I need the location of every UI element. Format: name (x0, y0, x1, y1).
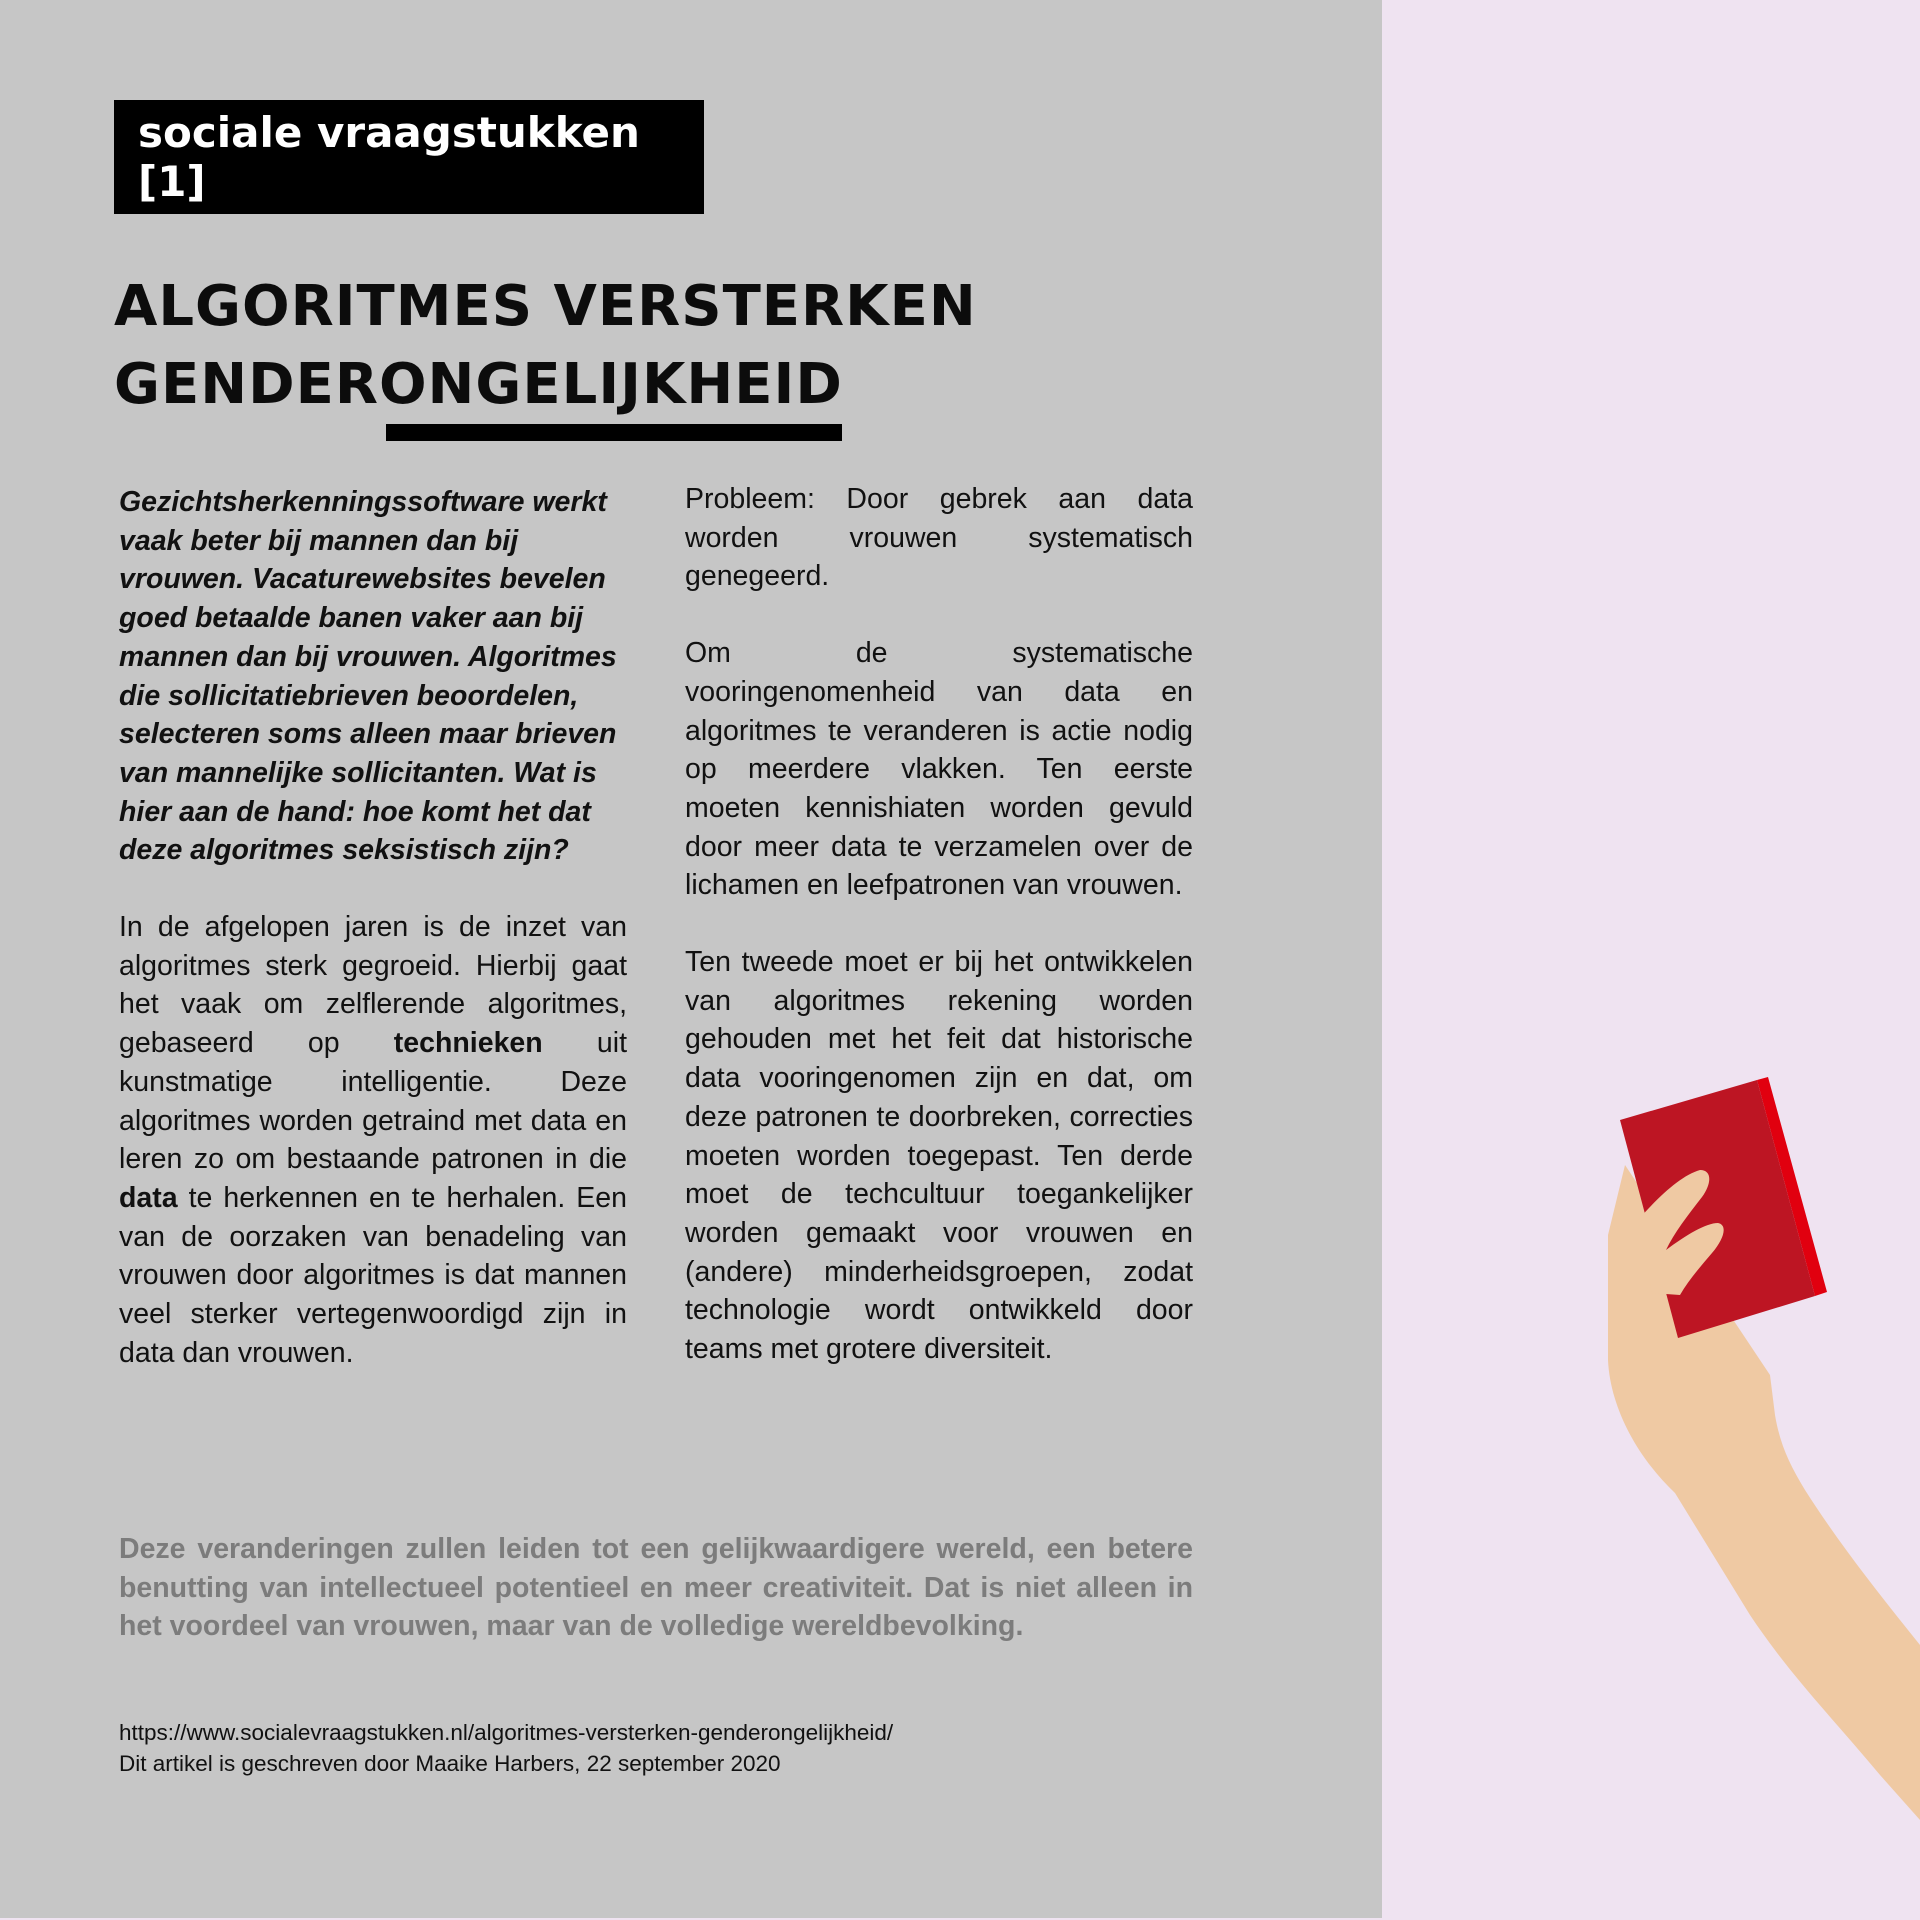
byline: Dit artikel is geschreven door Maaike Harbers, 22 september 2020 (119, 1751, 781, 1776)
hand-holding-red-card-icon (1590, 1075, 1920, 1920)
intro-paragraph: Gezichtsherkenningssoftware werkt vaak beter bij mannen dan bij vrouwen. Vacaturewebsites bevelen goed betaalde banen vaker aan bij mannen dan bij vrouwen. Algoritmes die sollicitatiebrieven beoordelen, selecteren soms alleen maar brieven van mannelijke sollicitanten. Wat is hier aan de hand: hoe komt het dat deze algoritmes seksistisch zijn? (119, 486, 617, 867)
source-block (119, 1717, 1119, 1779)
headline-line-1: ALGORITMES VERSTERKEN (114, 274, 977, 339)
body-paragraph-right-1: Om de systematische vooringenomenheid van data en algoritmes te veranderen is actie nodig op meerdere vlakken. Ten eerste moeten kennishiaten worden gevuld door meer data te verzamelen over de lichamen en leefpatronen van vrouwen. (685, 637, 1193, 902)
body-paragraph-right-2: Ten tweede moet er bij het ontwikkelen van algoritmes rekening worden gehouden met het feit dat historische data vooringenomen zijn en dat, om deze patronen te doorbreken, correcties moeten worden toegepast. Ten derde moet de techcultuur toegankelijker worden gemaakt voor vrouwen en (andere) minderheidsgroepen, zodat technologie wordt ontwikkeld door teams met grotere diversiteit. (685, 946, 1193, 1366)
headline-line-2: GENDERONGELIJKHEID (114, 352, 843, 417)
article-headline (114, 268, 977, 424)
source-url: https://www.socialevraagstukken.nl/algoritmes-versterken-genderongelijkheid/ (119, 1720, 894, 1745)
closing-paragraph: Deze veranderingen zullen leiden tot een gelijkwaardigere wereld, een betere benutting van intellectueel potentieel en meer creativiteit. Dat is niet alleen in het voordeel van vrouwen, maar van de volledige wereldbevolking. (119, 1533, 1193, 1643)
category-tag (114, 100, 704, 214)
right-column (685, 480, 1193, 1369)
highlight-technieken: technieken (393, 1027, 543, 1060)
body-text: te herkennen en te herhalen. Een van de oorzaken van benadeling van vrouwen door algoritmes is dat mannen veel sterker vertegenwoordigd zijn in data dan vrouwen. (119, 1181, 627, 1369)
highlight-data: data (119, 1181, 178, 1214)
problem-paragraph: Probleem: Door gebrek aan data worden vrouwen systematisch genegeerd. (685, 483, 1193, 593)
left-column (119, 483, 627, 1372)
body-text: In de afgelopen jaren is de inzet van algoritmes sterk gegroeid. Hierbij gaat het vaak om zelflerende algoritmes, gebaseerd op (119, 911, 627, 1060)
category-tag-label: sociale vraagstukken [1] (138, 108, 640, 206)
body-text: uit kunstmatige intelligentie. Deze algoritmes worden getraind met data en leren zo om bestaande patronen in die (119, 1027, 627, 1176)
body-paragraph-left (119, 908, 627, 1372)
headline-underline (386, 424, 842, 441)
